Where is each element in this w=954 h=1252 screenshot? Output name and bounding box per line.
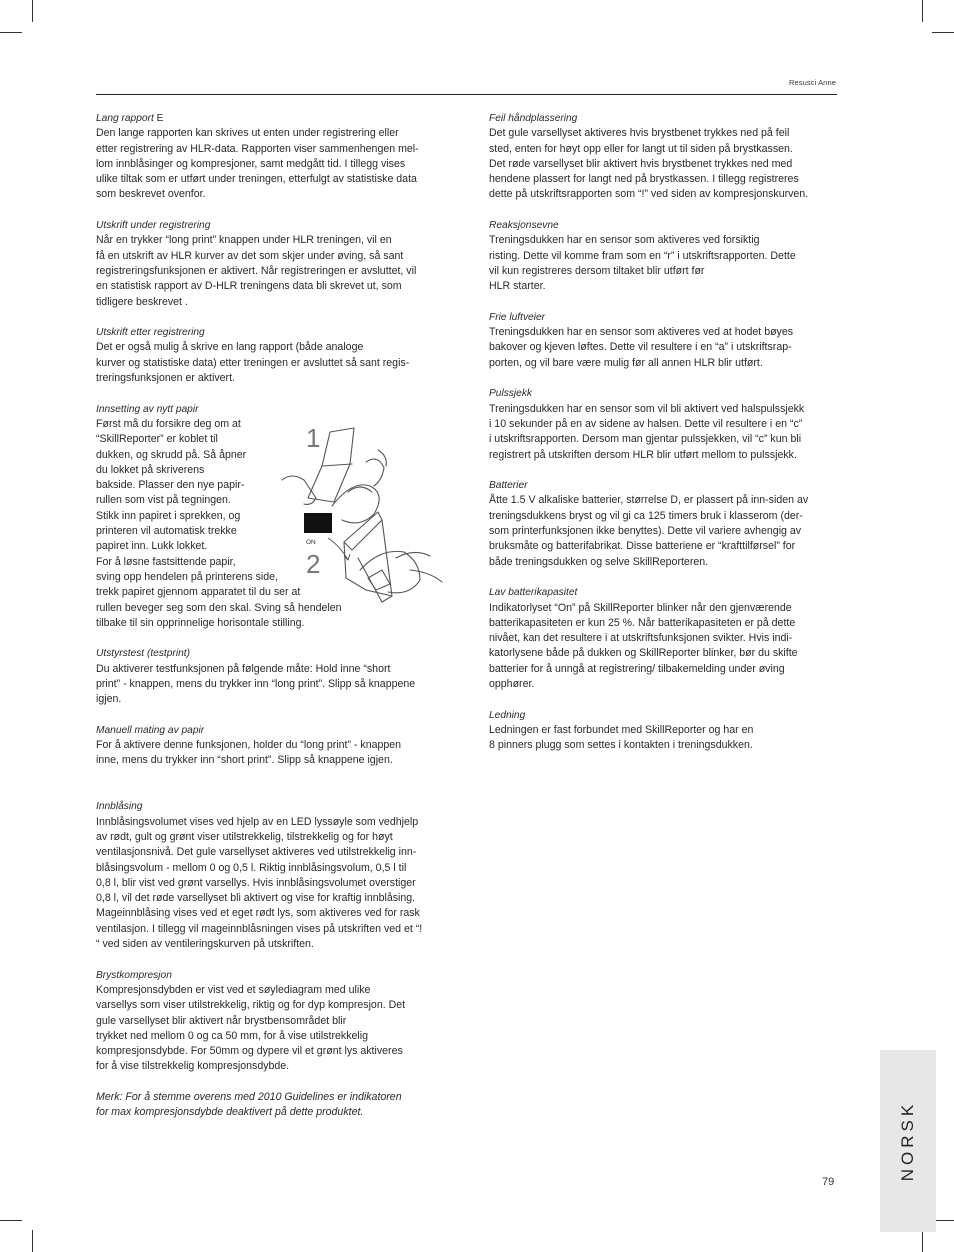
section-body: Indikatorlyset “On” på SkillReporter blinker når den gjenværende batterikapasiteten er kun 25 %. Når batterikapasiteten er på dette nivået, kan det resultere i at utskriftsfunksjonen svikter. Hvis indi- katorlysene både på dukken og SkillReporter blinker, bør du skifte batterier for å unngå at registrering/ tilbakemelding under øving opphører. (489, 601, 798, 690)
section-ledning (489, 708, 839, 754)
section-utskrift-etter (96, 325, 448, 386)
step-1-number: 1 (306, 423, 321, 453)
crop-mark (32, 1230, 33, 1252)
section-title: Ledning (489, 709, 526, 721)
section-brystkompresjon (96, 968, 448, 1075)
header-rule (96, 94, 837, 95)
section-body: Det er også mulig å skrive en lang rapport (både analoge kurver og statistiske data) etter treningen er avsluttet så sant regis- treringsfunksjonen er aktivert. (96, 341, 410, 385)
section-title: Reaksjonsevne (489, 220, 559, 232)
section-body: Den lange rapporten kan skrives ut enten under registrering eller etter registrering av HLR-data. Rapporten viser sammenhengen mel- lom innblåsinger og kompresjoner, samt medgått tid. I tillegg vises ulike tiltak som er utført under treningen, etterfulgt av statistiske data som beskrevet ovenfor. (96, 127, 419, 201)
section-innblasing (96, 799, 448, 952)
section-body: Først må du forsikre deg om at “SkillReporter” er koblet til dukken, og skrudd på. Så åpner du lokket på skriverens bakside. Plasser den nye papir- rullen som vist på tegningen. Stikk inn papiret i sprekken, og printeren vil automatisk trekke papiret inn. Lukk lokket. For å løsne fastsittende papir, sving opp hendelen på printerens side, trekk papiret gjennom apparatet til du ser at rullen beveger seg som den skal. Sving så hendelen tilbake til sin opprinnelige horisontale stilling. (96, 417, 342, 629)
crop-mark (932, 32, 954, 33)
crop-mark (32, 0, 33, 22)
crop-mark (922, 1230, 923, 1252)
section-lav-batterikapasitet (489, 585, 839, 692)
section-title: Batterier (489, 480, 528, 492)
step-2-number: 2 (306, 549, 321, 579)
guidelines-note: Merk: For å stemme overens med 2010 Guidelines er indikatoren for max kompresjonsdybde deaktivert på dette produktet. (96, 1091, 402, 1119)
section-title: Utskrift etter registrering (96, 327, 205, 339)
section-body: Kompresjonsdybden er vist ved et søylediagram med ulike varsellys som viser utilstrekkelig, riktig og for dyp kompresjon. Det gule varsellyset blir aktivert når brystbensområdet blir trykket ned mellom 0 og ca 50 mm, for å vise utilstrekkelig kompresjonsdybde. For 50mm og dypere vil et grønt lys aktiveres for å vise tilstrekkelig kompresjonsdybde. (96, 983, 406, 1073)
section-body: Innblåsingsvolumet vises ved hjelp av en LED lyssøyle som vedhjelp av rødt, gult og grønt viser utilstrekkelig, tilstrekkelig og for høyt ventilasjonsnivå. Det gule varsellyset aktiveres ved utilstrekkelig inn- blåsingsvolum - mellom 0 og 0,5 l. Riktig innblåsingsvolum, 0,5 l til 0,8 l, blir vist ved grønt varsellys. Hvis innblåsingsvolumet overstiger 0,8 l, vil det røde varsellyset bli aktivert og vise for kraftig innblåsing. Mageinnblåsing vises ved et eget rødt lys, som aktiveres ved for rask ventilasjon. I tillegg vil mageinnblåsningen vises på utskriften ved et “! “ ved siden av ventileringskurven på utskriften. (96, 815, 423, 951)
section-title: Frie luftveier (489, 311, 546, 323)
on-switch-label: ON (306, 539, 316, 546)
language-tab (880, 1050, 936, 1232)
section-body: Når en trykker “long print” knappen under HLR treningen, vil en få en utskrift av HLR kurver av det som skjer under øving, så sant registreringsfunksjonen er aktivert. Når registreringen er avsluttet, vil en statistisk rapport av D-HLR treningens data bli skrevet ut, som tidligere beskrevet . (96, 234, 417, 308)
crop-mark (922, 0, 923, 22)
running-header: Resusci Anne (788, 78, 836, 87)
section-pulssjekk (489, 386, 839, 462)
section-body: Det gule varsellyset aktiveres hvis brystbenet trykkes ned på feil sted, enten for høyt opp eller for langt ut til siden på brystkassen. Det røde varsellyset blir aktivert hvis brystbenet trykkes ned med hendene plassert for langt ned på brystkassen. I tillegg registreres dette på utskriftsrapporten som “!” ved siden av kompresjonskurven. (489, 127, 809, 201)
section-title: Utskrift under registrering (96, 220, 211, 232)
language-tab-label: NORSK (898, 1100, 917, 1182)
section-title: Brystkompresjon (96, 969, 172, 981)
section-title: Manuell mating av papir (96, 724, 205, 736)
crop-mark (0, 32, 22, 33)
section-title: Lang rapport (96, 113, 154, 124)
right-column (489, 111, 839, 769)
section-manuell-mating (96, 723, 448, 769)
section-title-suffix: E (153, 113, 164, 124)
section-body: Ledningen er fast forbundet med SkillReporter og har en 8 pinners plugg som settes i kontakten i treningsdukken. (489, 723, 754, 752)
power-switch-icon (304, 513, 332, 533)
section-utskrift-under (96, 218, 448, 310)
section-utstyrstest (96, 646, 448, 707)
section-batterier (489, 478, 839, 570)
paper-insertion-figure (270, 420, 450, 620)
section-title: Innblåsing (96, 801, 143, 813)
section-body: Treningsdukken har en sensor som vil bli aktivert ved halspulssjekk i 10 sekunder på en av sidene av halsen. Dette vil resultere i en “c” i utskriftsrapporten. Dersom man gjentar pulssjekken, vil “c” kun bli registrert på utskriften dersom HLR blir utført mellom to pulssjekk. (489, 402, 805, 461)
crop-mark (0, 1220, 22, 1221)
section-body: For å aktivere denne funksjonen, holder du “long print” - knappen inne, mens du trykker inn “short print”. Slipp så knappene igjen. (96, 739, 402, 767)
section-frie-luftveier (489, 310, 839, 371)
section-title: Feil håndplassering (489, 113, 578, 124)
page-number: 79 (822, 1176, 835, 1188)
section-body: Åtte 1.5 V alkaliske batterier, størrelse D, er plassert på inn-siden av treningsdukkens bryst og vil gi ca 125 timers bruk i klasserom (der- som printerfunksjonen ikke benyttes). Dette vil variere avhengig av bruksmåte og batterifabrikat. Disse batteriene er “krafttilførsel” for både treningsdukken og selve SkillReporteren. (489, 494, 809, 568)
section-title: Lav batterikapasitet (489, 587, 578, 599)
section-lang-rapport (96, 111, 448, 203)
section-body: Du aktiverer testfunksjonen på følgende måte: Hold inne “short print” - knappen, mens du trykker inn “long print”. Slipp så knappene igjen. (96, 662, 416, 706)
section-reaksjonsevne (489, 218, 839, 294)
section-title: Innsetting av nytt papir (96, 403, 199, 415)
section-title: Utstyrstest (testprint) (96, 648, 190, 660)
section-body: Treningsdukken har en sensor som aktiveres ved at hodet bøyes bakover og kjeven løftes. Dette vil resultere i en “a” i utskriftsrap- porten, og vil bare være mulig før all annen HLR blir utført. (489, 326, 794, 369)
section-body: Treningsdukken har en sensor som aktiveres ved forsiktig risting. Dette vil komme fram som en “r” i utskriftsrapporten. Dette vil kun registreres dersom tiltaket blir utført før HLR starter. (489, 234, 796, 293)
section-feil-handplassering (489, 111, 839, 203)
section-title: Pulssjekk (489, 388, 533, 400)
printer-illustration (270, 420, 450, 620)
